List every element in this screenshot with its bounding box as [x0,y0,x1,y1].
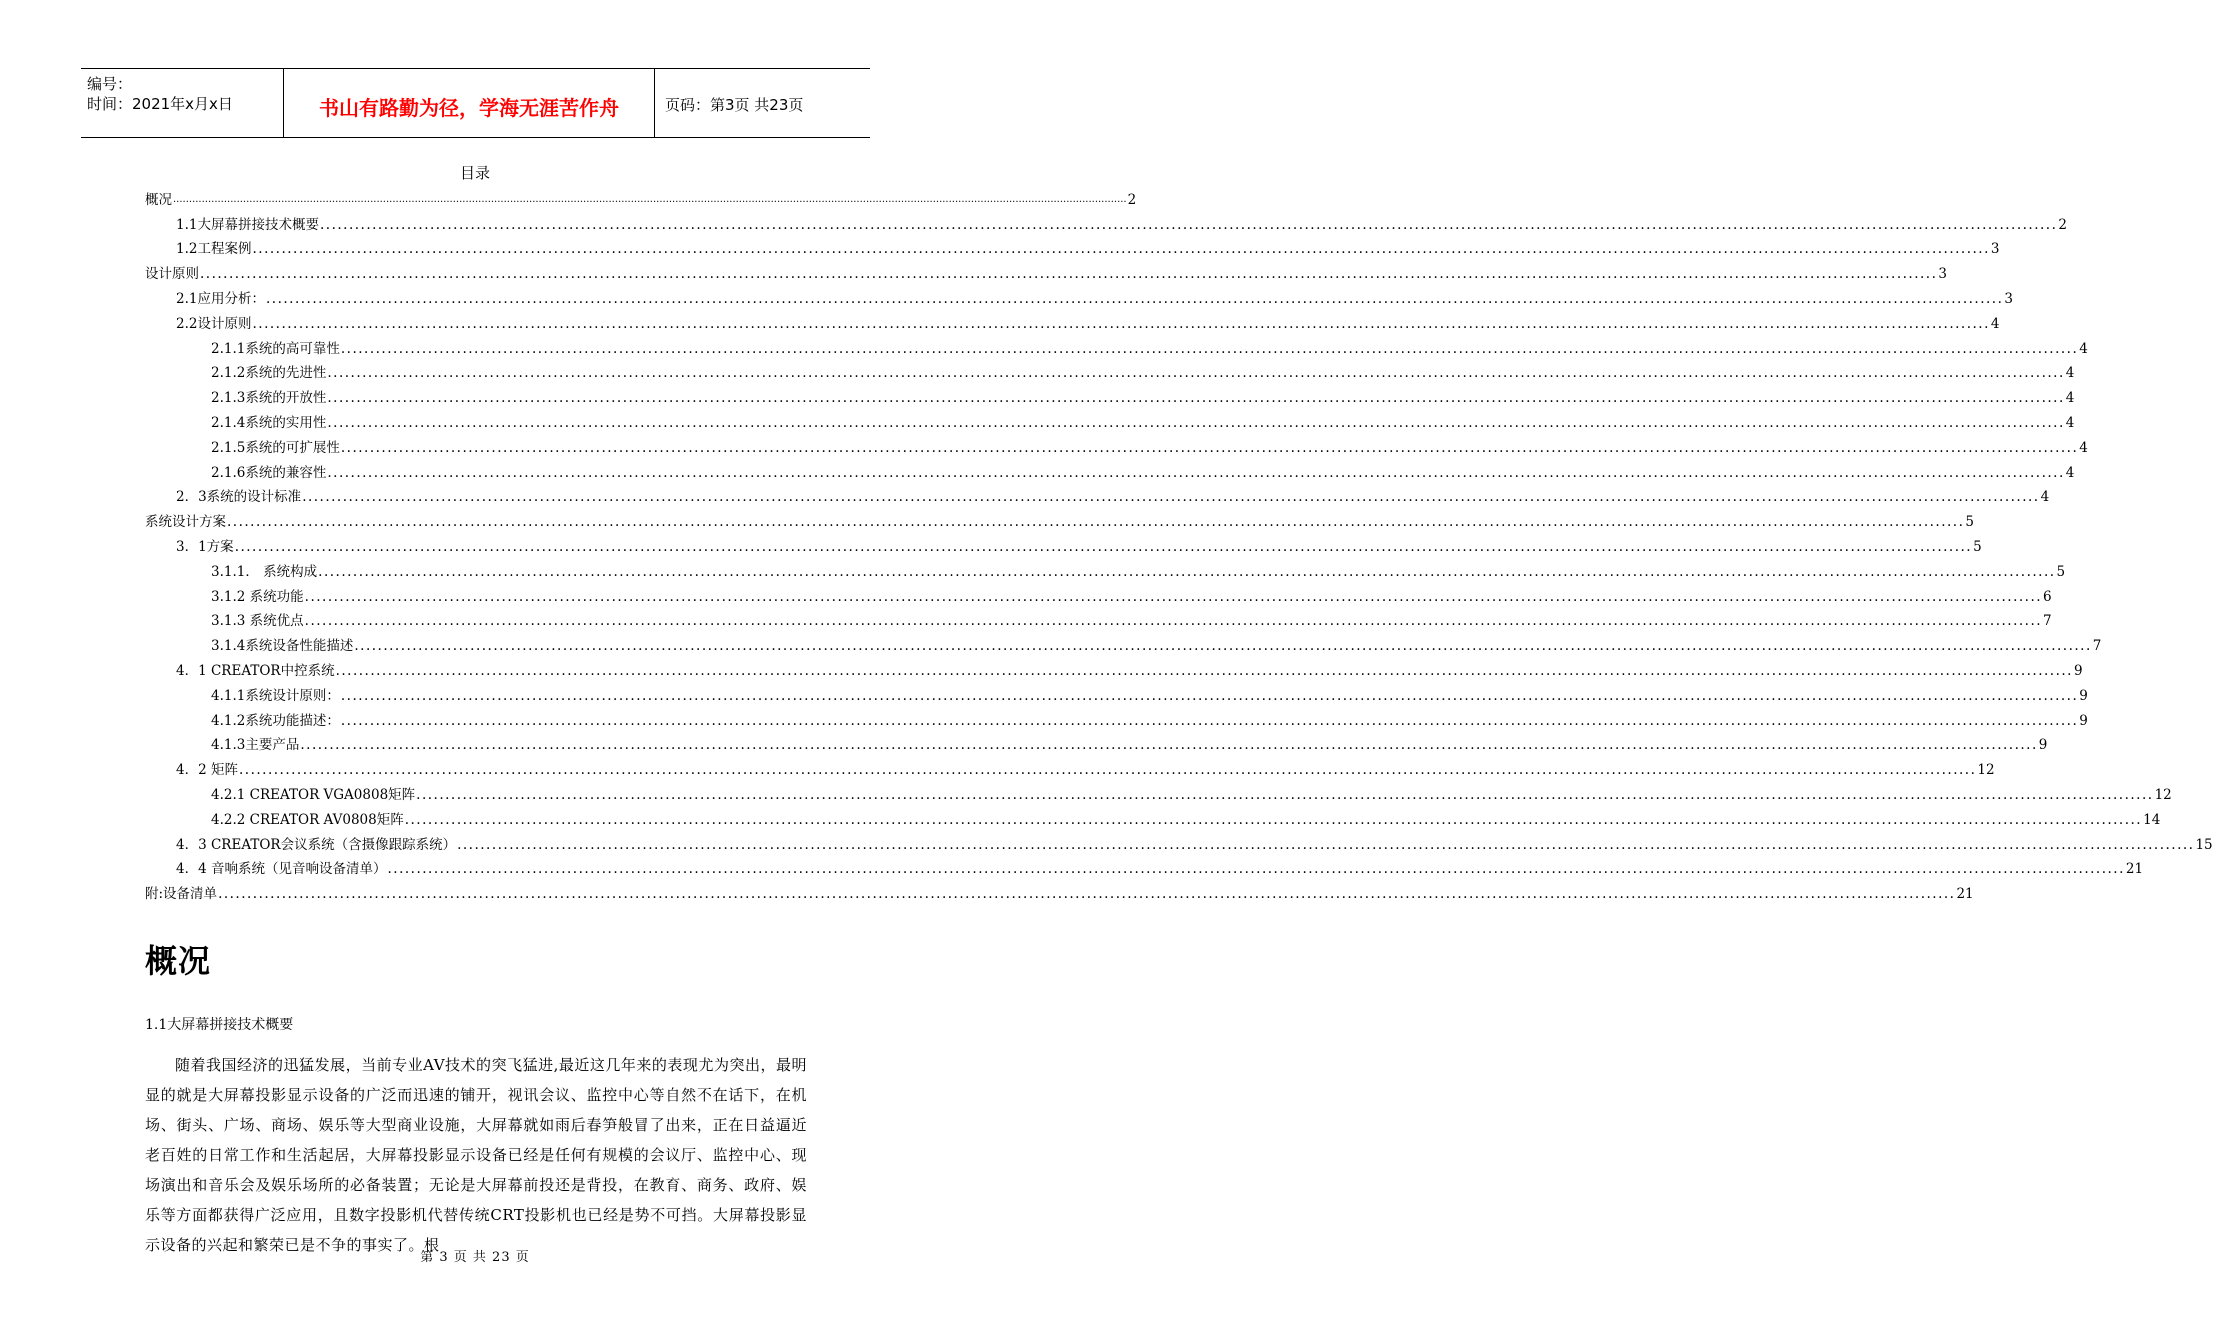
toc-entry-label: 3.1.4系统设备性能描述 [211,638,354,655]
toc-entry[interactable] [145,457,2075,482]
toc-entry[interactable] [145,829,2213,854]
toc-entry[interactable] [145,482,2050,507]
toc-entry-page: 4 [2065,414,2075,431]
toc-entry[interactable] [145,630,2102,655]
toc-entry-page: 7 [2043,613,2052,630]
toc-entry[interactable] [145,283,2013,308]
toc-entry[interactable] [145,358,2075,383]
toc-entry-page: 21 [1956,886,1974,903]
toc-leader-dots: ............................................................................................................................................................................................................................................................................................................ [319,216,2058,233]
page-code: 页码：第3页 共23页 [665,96,804,114]
toc-entry[interactable] [145,606,2052,631]
toc-leader-dots: ............................................................................................................................................................................................................................................................................................................ [327,365,2065,382]
toc-entry-label: 3.1.2 系统功能 [211,588,304,605]
toc-leader-dots: ............................................................................................................................................................................................................................................................................................................ [252,241,1990,258]
toc-entry-page: 14 [2143,811,2161,828]
toc-entry[interactable] [145,779,2172,804]
toc-leader-dots: ............................................................................................................................................................................................................................................................................................................ [387,861,2125,878]
header-page-cell [655,69,870,137]
toc-leader-dots: ............................................................................................................................................................................................................................................................................................................ [200,266,1938,283]
toc-entry-page: 2 [1127,191,1137,208]
toc-leader-dots: ............................................................................................................................................................................................................................................................................................................ [335,662,2073,679]
toc-entry-label: 系统设计方案 [145,514,226,531]
toc-leader-dots: ............................................................................................................................................................................................................................................................................................................ [218,886,1956,903]
number-label: 编号： [87,75,133,93]
toc-leader-dots: ............................................................................................................................................................................................................................................................................................................ [327,414,2065,431]
toc-entry-label: 3.1.3 系统优点 [211,613,304,630]
toc-entry[interactable] [145,556,2066,581]
toc-entry-page: 12 [1977,762,1995,779]
toc-entry[interactable] [145,333,2088,358]
toc-leader-dots: ............................................................................................................................................................................................................................................................................................................ [238,762,1977,779]
toc-entry[interactable] [145,184,1137,209]
toc-entry-page: 4 [2065,390,2075,407]
toc-entry[interactable] [145,432,2088,457]
toc-entry[interactable] [145,234,2000,259]
toc-entry-page: 9 [2073,662,2083,679]
toc-entry-label: 2.2设计原则 [176,315,252,332]
toc-entry-label: 概况 [145,191,172,208]
toc-leader-dots: ............................................................................................................................................................................................................................................................................................................ [327,390,2065,407]
toc-entry-page: 4 [2065,464,2075,481]
toc-entry[interactable] [145,804,2161,829]
body-paragraph: 随着我国经济的迅猛发展，当前专业AV技术的突飞猛进,最近这几年来的表现尤为突出，最明显的就是大屏幕投影显示设备的广泛而迅速的铺开，视讯会议、监控中心等自然不在话下，在机场、街头、广场、商场、娱乐等大型商业设施，大屏幕就如雨后春笋般冒了出来，正在日益逼近老百姓的日常工作和生活起居，大屏幕投影显示设备已经是任何有规模的会议厅、监控中心、现场演出和音乐会及娱乐场所的必备装置；无论是大屏幕前投还是背投，在教育、商务、政府、娱乐等方面都获得广泛应用，且数字投影机代替传统CRT投影机也已经是势不可挡。大屏幕投影显示设备的兴起和繁荣已是不争的事实了。根 [145,1056,807,1254]
toc-entry-page: 12 [2154,786,2172,803]
toc-leader-dots: ............................................................................................................................................................................................................................................................................................................ [304,588,2043,605]
toc-leader-dots: ............................................................................................................................................................................................................................................................................................................ [354,638,2092,655]
toc-entry[interactable] [145,705,2088,730]
toc-leader-dots: ............................................................................................................................................................................................................................................................................................................ [327,464,2065,481]
toc-entry-label: 4．3 CREATOR会议系统（含摄像跟踪系统） [176,836,457,853]
toc-entry-label: 2.1.6系统的兼容性 [211,464,327,481]
toc-entry-page: 2 [2058,216,2067,233]
toc-leader-dots: ............................................................................................................................................................................................................................................................................................................ [227,514,1965,531]
toc-leader-dots: ............................................................................................................................................................................................................................................................................................................ [318,563,2056,580]
toc-leader-dots: ............................................................................................................................................................................................................................................................................................................ [304,613,2043,630]
toc-entry-page: 5 [2056,563,2066,580]
toc-leader-dots: ............................................................................................................................................................................................................................................................................................................ [265,290,2004,307]
toc-entry[interactable] [145,531,1982,556]
toc-entry[interactable] [145,878,1974,903]
page-footer: 第 3 页 共 23 页 [420,1250,530,1265]
toc-leader-dots: ............................................................................................................................................................................................................................................................................................................ [173,193,1127,205]
toc-entry-label: 3.1.1． 系统构成 [211,563,318,580]
toc-entry-label: 1.2工程案例 [176,241,252,258]
toc-entry[interactable] [145,258,1947,283]
toc-leader-dots: ............................................................................................................................................................................................................................................................................................................ [252,315,1990,332]
toc-entry-page: 4 [2040,489,2050,506]
toc-entry-label: 2.1.1系统的高可靠性 [211,340,340,357]
toc-entry[interactable] [145,308,2000,333]
toc-entry[interactable] [145,754,1995,779]
toc-entry-page: 3 [1990,241,2000,258]
toc-entry-label: 4.1.2系统功能描述： [211,712,340,729]
toc-entry-page: 9 [2079,687,2088,704]
toc-entry-label: 设计原则 [145,266,199,283]
date-line: 时间：2021年x月x日 [87,95,233,113]
toc-entry-label: 4.2.2 CREATOR AV0808矩阵 [211,811,404,828]
toc-entry[interactable] [145,407,2075,432]
toc-entry-label: 4.1.3主要产品 [211,737,300,754]
motto-text: 书山有路勤为径，学海无涯苦作舟 [319,96,619,120]
toc-leader-dots: ............................................................................................................................................................................................................................................................................................................ [300,737,2038,754]
toc-title: 目录 [459,164,490,182]
toc-entry-page: 9 [2079,712,2088,729]
toc-entry[interactable] [145,506,1974,531]
toc-entry[interactable] [145,581,2052,606]
toc-entry-page: 4 [2065,365,2075,382]
toc-entry[interactable] [145,382,2075,407]
toc-leader-dots: ............................................................................................................................................................................................................................................................................................................ [416,786,2154,803]
toc-entry-page: 9 [2038,737,2048,754]
table-of-contents [145,184,2213,903]
toc-entry-page: 4 [2079,340,2088,357]
toc-entry-label: 2.1.5系统的可扩展性 [211,439,340,456]
toc-entry-label: 4．2 矩阵 [176,762,238,779]
toc-leader-dots: ............................................................................................................................................................................................................................................................................................................ [457,836,2195,853]
toc-entry-page: 4 [2079,439,2088,456]
section-heading: 概况 [145,942,212,980]
toc-entry[interactable] [145,209,2067,234]
toc-entry-label: 4．4 音响系统（见音响设备清单） [176,861,387,878]
toc-leader-dots: ............................................................................................................................................................................................................................................................................................................ [340,340,2079,357]
toc-leader-dots: ............................................................................................................................................................................................................................................................................................................ [340,439,2079,456]
toc-entry-label: 2.1.3系统的开放性 [211,390,327,407]
toc-entry[interactable] [145,854,2144,879]
document-header [81,68,870,138]
toc-entry-label: 4.1.1系统设计原则： [211,687,340,704]
toc-entry-label: 2.1应用分析： [176,290,265,307]
toc-entry-page: 7 [2092,638,2102,655]
header-info-cell [81,69,283,137]
toc-entry-label: 3．1方案 [176,538,234,555]
toc-entry-page: 6 [2043,588,2052,605]
toc-leader-dots: ............................................................................................................................................................................................................................................................................................................ [340,712,2079,729]
toc-entry-page: 5 [1965,514,1974,531]
toc-leader-dots: ............................................................................................................................................................................................................................................................................................................ [404,811,2143,828]
toc-entry[interactable] [145,680,2088,705]
toc-entry-label: 4.2.1 CREATOR VGA0808矩阵 [211,786,416,803]
section-subheading: 1.1大屏幕拼接技术概要 [145,1017,294,1033]
header-motto-cell [283,69,655,137]
toc-entry-label: 2.1.2系统的先进性 [211,365,327,382]
toc-leader-dots: ............................................................................................................................................................................................................................................................................................................ [340,687,2079,704]
toc-entry-label: 附:设备清单 [145,886,218,903]
toc-entry-page: 5 [1973,538,1982,555]
toc-entry-page: 3 [1938,266,1947,283]
toc-entry-page: 4 [1990,315,2000,332]
toc-entry-label: 4．1 CREATOR中控系统 [176,662,335,679]
toc-entry[interactable] [145,730,2048,755]
toc-entry-label: 1.1大屏幕拼接技术概要 [176,216,319,233]
toc-entry[interactable] [145,655,2083,680]
toc-entry-page: 21 [2125,861,2144,878]
toc-entry-page: 15 [2195,836,2213,853]
toc-entry-label: 2．3系统的设计标准 [176,489,302,506]
toc-leader-dots: ............................................................................................................................................................................................................................................................................................................ [234,538,1973,555]
toc-leader-dots: ............................................................................................................................................................................................................................................................................................................ [302,489,2040,506]
toc-entry-page: 3 [2004,290,2013,307]
toc-entry-label: 2.1.4系统的实用性 [211,414,327,431]
